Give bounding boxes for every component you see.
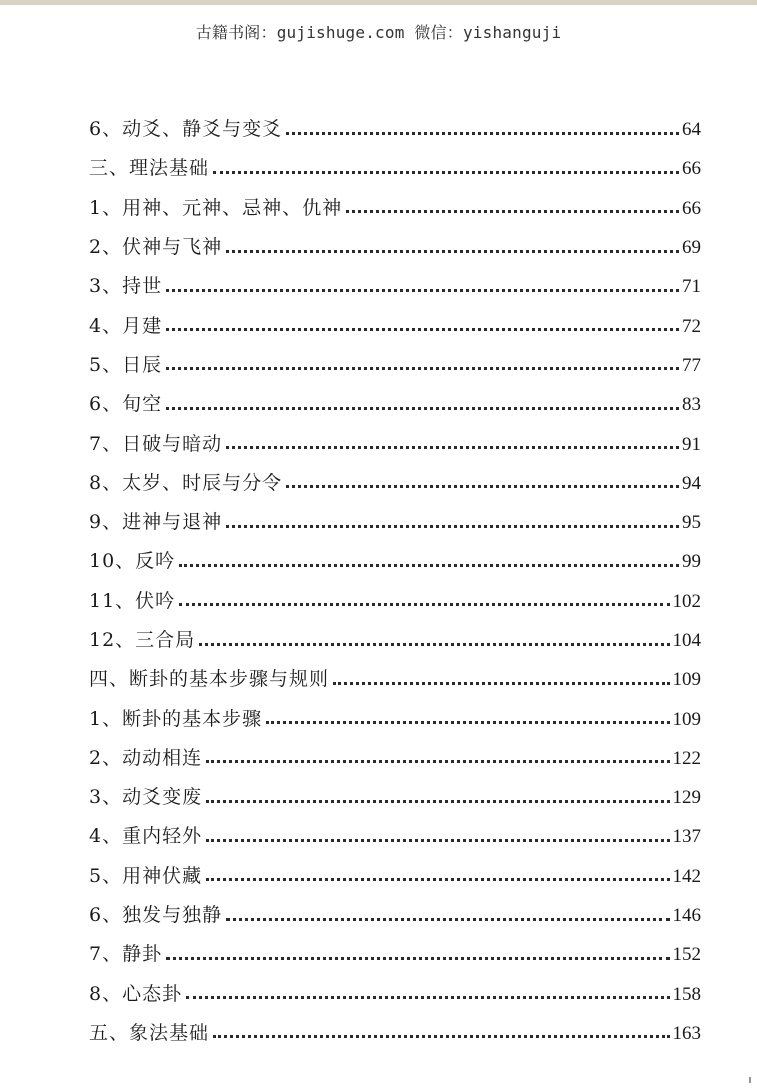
toc-dot-leader [166, 366, 679, 370]
toc-dot-leader [206, 799, 669, 803]
toc-entry-title: 6、旬空 [89, 393, 163, 416]
toc-entry-page: 158 [672, 983, 701, 1005]
toc-entry [89, 660, 701, 699]
toc-dot-leader [226, 445, 679, 449]
toc-entry [89, 346, 701, 385]
toc-entry [89, 503, 701, 542]
watermark-text: 古籍书阁：gujishuge.com 微信：yishanguji [195, 23, 562, 42]
toc-entry-page: 72 [682, 315, 701, 337]
toc-entry-page: 102 [672, 590, 701, 612]
toc-entry-title: 6、动爻、静爻与变爻 [89, 118, 283, 141]
toc-entry-title: 8、太岁、时辰与分令 [89, 471, 283, 494]
toc-dot-leader [166, 956, 669, 960]
toc-dot-leader [206, 759, 669, 763]
toc-entry-page: 66 [682, 197, 701, 219]
toc-entry-title: 6、独发与独静 [89, 904, 223, 927]
toc-entry-page: 163 [672, 1022, 701, 1044]
toc-dot-leader [226, 917, 669, 921]
toc-dot-leader [199, 642, 669, 646]
table-of-contents [89, 110, 701, 1053]
toc-entry-page: 99 [682, 551, 701, 573]
toc-entry [89, 149, 701, 188]
toc-entry [89, 385, 701, 424]
toc-entry-page: 109 [672, 669, 701, 691]
toc-entry-title: 1、用神、元神、忌神、仇神 [89, 196, 343, 219]
toc-entry-title: 7、日破与暗动 [89, 432, 223, 455]
toc-dot-leader [226, 249, 679, 253]
toc-entry-title: 五、象法基础 [89, 1021, 210, 1044]
toc-entry-title: 5、用神伏藏 [89, 864, 203, 887]
toc-entry-page: 94 [682, 472, 701, 494]
toc-entry [89, 267, 701, 306]
toc-entry [89, 621, 701, 660]
toc-dot-leader [179, 563, 679, 567]
toc-dot-leader [213, 1034, 669, 1038]
toc-entry [89, 306, 701, 345]
toc-entry-title: 7、静卦 [89, 943, 163, 966]
toc-entry-title: 5、日辰 [89, 353, 163, 376]
toc-entry [89, 542, 701, 581]
toc-entry [89, 935, 701, 974]
toc-dot-leader [346, 209, 679, 213]
toc-entry [89, 857, 701, 896]
toc-entry-title: 11、伏吟 [89, 589, 176, 612]
toc-entry-page: 137 [672, 826, 701, 848]
toc-entry [89, 778, 701, 817]
toc-entry-title: 2、动动相连 [89, 746, 203, 769]
toc-entry [89, 189, 701, 228]
toc-dot-leader [286, 131, 679, 135]
toc-dot-leader [333, 681, 669, 685]
toc-dot-leader [166, 288, 679, 292]
toc-dot-leader [266, 720, 669, 724]
toc-entry-title: 8、心态卦 [89, 982, 183, 1005]
toc-entry [89, 424, 701, 463]
toc-entry [89, 699, 701, 738]
toc-dot-leader [226, 524, 679, 528]
toc-entry [89, 1014, 701, 1053]
toc-entry [89, 817, 701, 856]
toc-entry-page: 69 [682, 237, 701, 259]
toc-entry-page: 83 [682, 394, 701, 416]
toc-dot-leader [166, 327, 679, 331]
toc-dot-leader [206, 838, 669, 842]
toc-entry-title: 9、进神与退神 [89, 511, 223, 534]
toc-entry-page: 104 [672, 630, 701, 651]
toc-entry-title: 4、月建 [89, 314, 163, 337]
toc-entry-title: 12、三合局 [89, 629, 196, 651]
toc-entry-title: 3、持世 [89, 275, 163, 298]
toc-entry-page: 66 [682, 158, 701, 180]
toc-dot-leader [166, 406, 679, 410]
toc-dot-leader [186, 995, 669, 999]
toc-entry-title: 三、理法基础 [89, 157, 210, 180]
toc-entry [89, 739, 701, 778]
toc-entry-page: 77 [682, 354, 701, 376]
toc-entry-page: 152 [672, 944, 701, 966]
toc-entry [89, 975, 701, 1014]
toc-entry [89, 582, 701, 621]
toc-entry [89, 110, 701, 149]
toc-entry-title: 10、反吟 [89, 550, 176, 573]
toc-dot-leader [206, 877, 669, 881]
toc-entry [89, 228, 701, 267]
toc-entry-page: 129 [672, 787, 701, 809]
toc-entry-title: 4、重内轻外 [89, 825, 203, 848]
toc-entry-title: 3、动爻变废 [89, 786, 203, 809]
toc-dot-leader [179, 602, 669, 606]
toc-dot-leader [286, 484, 679, 488]
toc-entry-title: 2、伏神与飞神 [89, 236, 223, 259]
top-border-band [0, 0, 757, 5]
toc-entry-page: 146 [672, 905, 701, 927]
toc-entry-page: 142 [672, 865, 701, 887]
toc-entry [89, 464, 701, 503]
toc-entry-page: 95 [682, 512, 701, 534]
toc-entry-page: 109 [672, 708, 701, 730]
toc-entry-page: 71 [682, 276, 701, 298]
toc-dot-leader [213, 170, 679, 174]
toc-entry-title: 1、断卦的基本步骤 [89, 707, 263, 730]
toc-entry-title: 四、断卦的基本步骤与规则 [89, 668, 330, 691]
toc-entry-page: 122 [672, 747, 701, 769]
toc-entry-page: 64 [682, 119, 701, 141]
toc-entry-page: 91 [682, 433, 701, 455]
corner-mark [749, 1077, 751, 1083]
toc-entry [89, 896, 701, 935]
